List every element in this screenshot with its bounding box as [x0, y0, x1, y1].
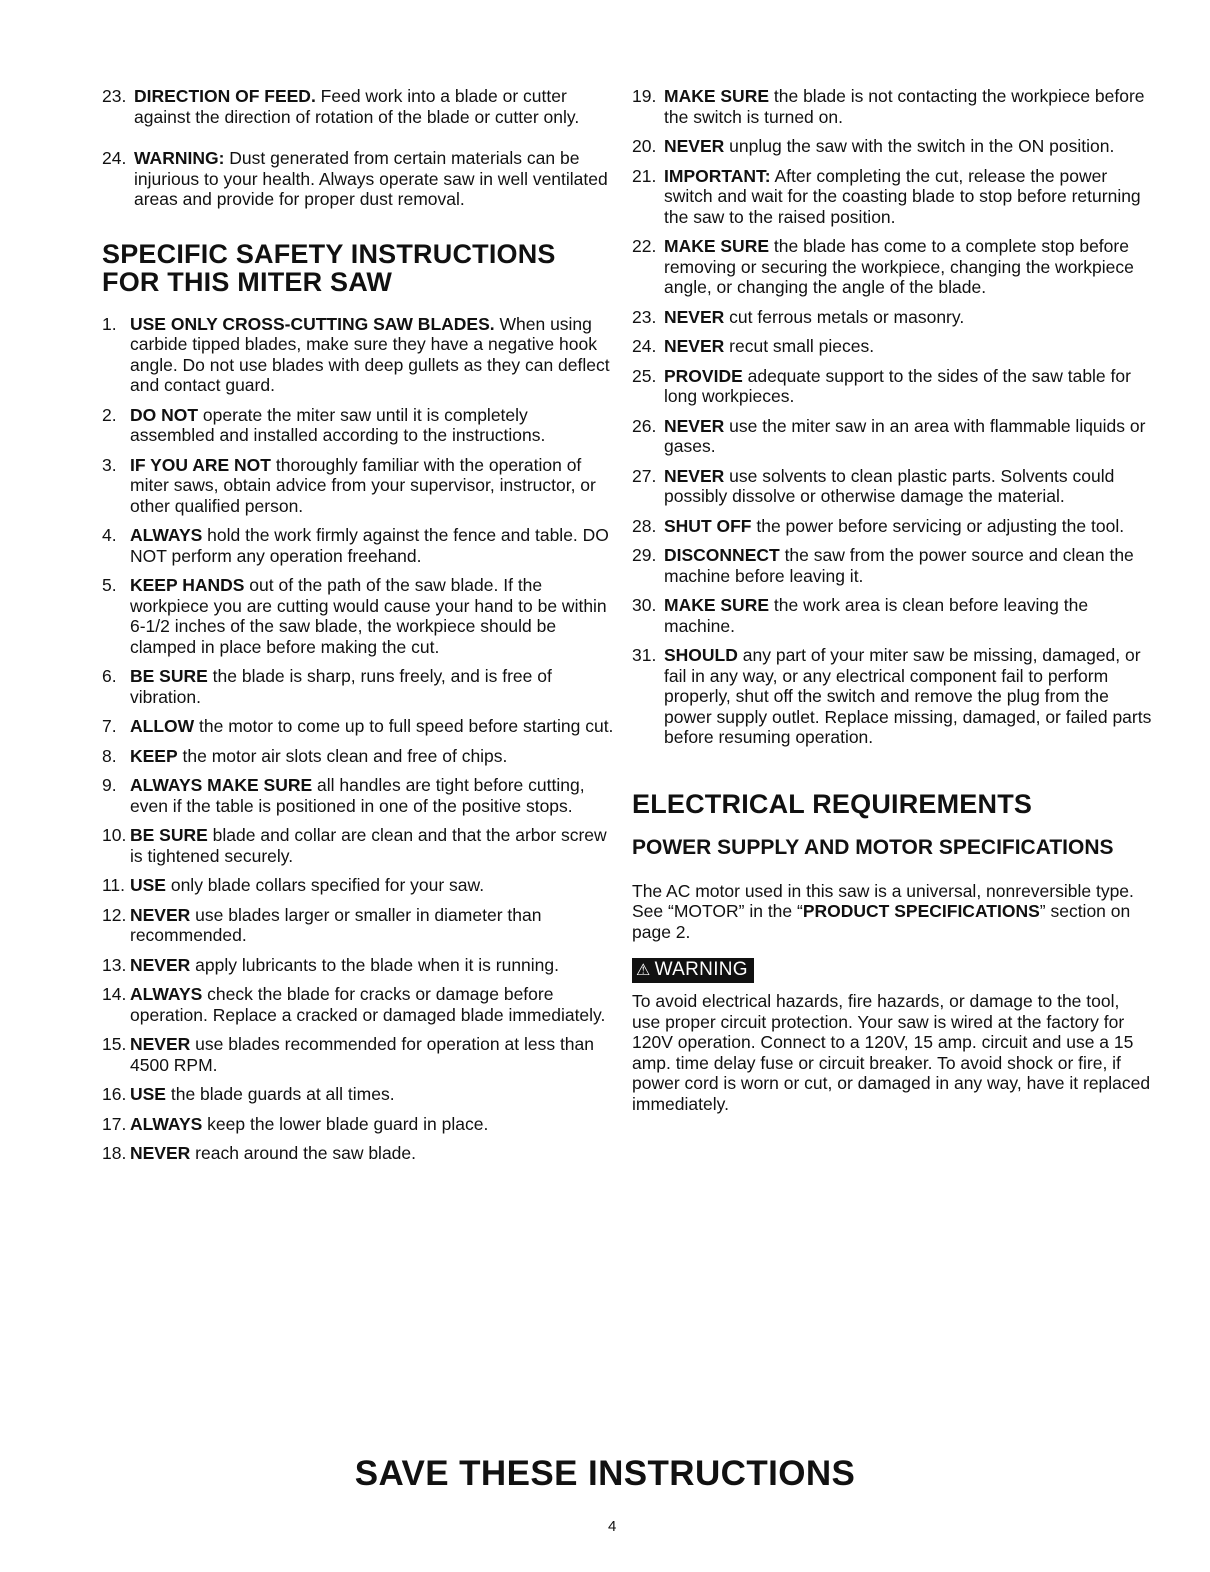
warning-paragraph: To avoid electrical hazards, fire hazards, or damage to the tool, use proper circuit protection. Your saw is wired at the factory for 120V operation. Connect to a 120V, 15 amp. circuit and use a 15 amp. time delay fuse or circuit breaker. To avoid shock or fire, if power cord is worn or cut, or damaged in any way, have it replaced immediately. [632, 991, 1151, 1114]
right-safety-item-8 [632, 416, 1152, 457]
left-top-item-2 [102, 148, 617, 210]
warning-label: WARNING [654, 959, 748, 980]
item-keyword: NEVER [664, 306, 725, 327]
specific-safety-item-16 [102, 1084, 617, 1105]
item-body: only blade collars specified for your saw. [165, 875, 485, 895]
item-number: 24. [102, 148, 127, 168]
item-keyword: USE [130, 875, 166, 895]
item-keyword: NEVER [130, 904, 191, 925]
item-keyword: PROVIDE [664, 365, 743, 386]
item-keyword: NEVER [130, 954, 191, 975]
item-text [130, 955, 617, 976]
right-safety-item-5 [632, 307, 1152, 328]
specific-safety-item-2 [102, 405, 617, 446]
item-body: apply lubricants to the blade when it is running. [190, 954, 559, 975]
item-keyword: ALWAYS [130, 1113, 203, 1134]
item-keyword: WARNING: [134, 148, 225, 168]
item-number: 30. [632, 595, 657, 615]
item-keyword: NEVER [130, 1034, 191, 1054]
item-keyword: NEVER [664, 336, 725, 356]
item-text [664, 86, 1152, 127]
item-text [130, 1084, 617, 1105]
item-body: reach around the saw blade. [190, 1143, 417, 1163]
item-number: 15. [102, 1034, 127, 1054]
item-keyword: BE SURE [130, 825, 208, 845]
item-keyword: NEVER [664, 136, 725, 156]
item-text [664, 545, 1152, 586]
item-body: the blade guards at all times. [165, 1084, 395, 1104]
specific-safety-item-9 [102, 775, 617, 816]
item-text [130, 525, 617, 566]
item-number: 7. [102, 716, 117, 736]
right-safety-item-12 [632, 595, 1152, 636]
right-safety-item-6 [632, 336, 1152, 357]
item-body: thoroughly familiar with the operation of miter saws, obtain advice from your supervisor, instructor, or other qualified person. [130, 454, 596, 516]
item-number: 8. [102, 745, 117, 766]
item-number: 27. [632, 465, 657, 486]
item-text [130, 984, 617, 1025]
item-keyword: ALWAYS MAKE SURE [130, 775, 313, 795]
item-body: out of the path of the saw blade. If the workpiece you are cutting would cause your hand to be within 6-1/2 inches of the saw blade, the workpiece should be clamped in place before making the cut. [130, 575, 607, 657]
specific-safety-list [102, 314, 617, 1164]
specific-safety-item-13 [102, 955, 617, 976]
item-number: 29. [632, 545, 657, 565]
item-keyword: DISCONNECT [664, 545, 780, 565]
specific-safety-item-3 [102, 455, 617, 517]
item-number: 19. [632, 86, 657, 106]
item-text [130, 775, 617, 816]
warning-triangle-icon: ⚠ [636, 962, 651, 979]
item-keyword: DO NOT [130, 404, 199, 425]
item-number: 10. [102, 825, 127, 845]
item-number: 12. [102, 904, 127, 925]
item-body: When using carbide tipped blades, make sure they have a negative hook angle. Do not use blades with deep gullets as they can deflect and contact guard. [130, 313, 610, 395]
item-body: After completing the cut, release the power switch and wait for the coasting blade to stop before returning the saw to the raised position. [664, 165, 1141, 227]
left-top-list [102, 86, 617, 210]
item-body: use solvents to clean plastic parts. Solvents could possibly dissolve or otherwise damage the material. [664, 465, 1115, 506]
item-text [664, 466, 1152, 507]
page-number: 4 [608, 1518, 617, 1535]
item-keyword: ALWAYS [130, 984, 203, 1004]
specific-safety-item-4 [102, 525, 617, 566]
item-number: 28. [632, 515, 657, 536]
motor-paragraph [632, 881, 1152, 943]
item-text [134, 148, 617, 210]
specific-safety-item-10 [102, 825, 617, 866]
item-number: 6. [102, 666, 117, 686]
motor-key: PRODUCT SPECIFICATIONS [802, 901, 1040, 921]
item-body: the blade is not contacting the workpiece before the switch is turned on. [664, 86, 1145, 127]
item-text [130, 405, 617, 446]
item-text [664, 336, 1152, 357]
left-top-item-1 [102, 86, 617, 127]
item-body: use blades larger or smaller in diameter than recommended. [130, 904, 542, 945]
item-body: adequate support to the sides of the saw table for long workpieces. [664, 365, 1131, 406]
item-keyword: NEVER [664, 465, 725, 486]
item-body: any part of your miter saw be missing, damaged, or fail in any way, or any electrical component fail to perform properly, shut off the switch and remove the plug from the power supply outlet. Replace missing, damaged, or failed parts before resuming operation. [664, 645, 1152, 747]
item-number: 5. [102, 575, 117, 595]
item-body: the motor air slots clean and free of chips. [177, 745, 508, 766]
item-keyword: MAKE SURE [664, 236, 770, 256]
right-safety-list [632, 86, 1152, 748]
item-body: unplug the saw with the switch in the ON position. [724, 136, 1115, 156]
item-text [664, 166, 1152, 228]
item-text [664, 595, 1152, 636]
item-body: Dust generated from certain materials can be injurious to your health. Always operate saw in well ventilated areas and provide for proper dust removal. [134, 148, 608, 209]
item-number: 23. [632, 306, 657, 327]
item-number: 20. [632, 136, 657, 156]
item-text [130, 455, 617, 517]
item-text [130, 905, 617, 946]
item-number: 24. [632, 336, 657, 356]
specific-safety-item-7 [102, 716, 617, 737]
item-text [664, 236, 1152, 298]
item-body: the saw from the power source and clean the machine before leaving it. [664, 545, 1134, 586]
item-body: cut ferrous metals or masonry. [724, 306, 965, 327]
item-keyword: USE [130, 1084, 166, 1104]
item-text [664, 516, 1152, 537]
item-text [130, 825, 617, 866]
item-body: the work area is clean before leaving the machine. [664, 595, 1089, 636]
item-text [664, 307, 1152, 328]
item-text [130, 746, 617, 767]
item-keyword: SHUT OFF [664, 515, 752, 536]
item-number: 21. [632, 165, 657, 186]
item-text [130, 1143, 617, 1164]
item-number: 13. [102, 954, 127, 975]
item-body: all handles are tight before cutting, even if the table is positioned in one of the positive stops. [130, 775, 585, 816]
right-safety-item-13 [632, 645, 1152, 748]
specific-safety-item-6 [102, 666, 617, 707]
specific-safety-item-11 [102, 875, 617, 896]
item-body: use the miter saw in an area with flammable liquids or gases. [664, 415, 1146, 456]
item-keyword: ALLOW [130, 716, 195, 736]
specific-safety-item-18 [102, 1143, 617, 1164]
save-instructions-title: SAVE THESE INSTRUCTIONS [354, 1454, 856, 1493]
item-number: 18. [102, 1143, 127, 1163]
item-keyword: USE ONLY CROSS-CUTTING SAW BLADES. [130, 313, 495, 334]
power-supply-heading: POWER SUPPLY AND MOTOR SPECIFICATIONS [632, 835, 1114, 859]
specific-safety-item-14 [102, 984, 617, 1025]
item-keyword: ALWAYS [130, 525, 203, 545]
right-column [632, 86, 1152, 1126]
item-text [130, 666, 617, 707]
item-number: 23. [102, 86, 127, 106]
item-keyword: IF YOU ARE NOT [130, 454, 271, 475]
specific-safety-item-5 [102, 575, 617, 657]
item-body: use blades recommended for operation at less than 4500 RPM. [130, 1034, 595, 1075]
specific-safety-item-8 [102, 746, 617, 767]
item-text [130, 314, 617, 396]
item-number: 9. [102, 775, 117, 795]
item-text [130, 575, 617, 657]
item-body: the motor to come up to full speed before starting cut. [194, 716, 614, 736]
item-keyword: MAKE SURE [664, 86, 770, 106]
item-number: 4. [102, 525, 117, 545]
item-number: 17. [102, 1113, 127, 1134]
item-body: the blade is sharp, runs freely, and is free of vibration. [130, 666, 552, 707]
right-safety-item-10 [632, 516, 1152, 537]
item-number: 1. [102, 313, 117, 334]
specific-safety-item-1 [102, 314, 617, 396]
motor-text-1: The AC motor used in this saw is a universal, nonreversible type. See “MOTOR” in the “ [632, 880, 1134, 921]
item-keyword: SHOULD [664, 645, 738, 665]
right-safety-item-1 [632, 86, 1152, 127]
item-text [130, 1034, 617, 1075]
item-number: 11. [102, 875, 126, 895]
item-body: blade and collar are clean and that the arbor screw is tightened securely. [130, 825, 607, 866]
right-safety-item-7 [632, 366, 1152, 407]
item-keyword: KEEP HANDS [130, 575, 245, 595]
item-number: 16. [102, 1084, 127, 1104]
item-body: keep the lower blade guard in place. [202, 1113, 489, 1134]
item-keyword: NEVER [664, 415, 725, 436]
item-number: 22. [632, 236, 657, 256]
item-keyword: NEVER [130, 1143, 191, 1163]
item-number: 26. [632, 415, 657, 436]
item-number: 14. [102, 984, 127, 1004]
item-number: 3. [102, 454, 117, 475]
left-column [102, 86, 617, 1173]
right-safety-item-2 [632, 136, 1152, 157]
item-body: operate the miter saw until it is completely assembled and installed according to the instructions. [130, 404, 546, 445]
item-number: 25. [632, 365, 657, 386]
item-body: hold the work firmly against the fence and table. DO NOT perform any operation freehand. [130, 525, 609, 566]
item-text [664, 366, 1152, 407]
item-body: recut small pieces. [724, 336, 875, 356]
warning-badge [632, 958, 754, 983]
item-number: 31. [632, 645, 657, 665]
specific-safety-heading: SPECIFIC SAFETY INSTRUCTIONS FOR THIS MITER SAW [102, 238, 556, 297]
item-keyword: KEEP [130, 745, 178, 766]
motor-text-2: ” section on page 2. [632, 901, 1131, 942]
item-body: check the blade for cracks or damage before operation. Replace a cracked or damaged blade immediately. [130, 984, 606, 1025]
specific-safety-item-12 [102, 905, 617, 946]
item-keyword: BE SURE [130, 666, 208, 686]
item-text [664, 645, 1152, 748]
right-safety-item-4 [632, 236, 1152, 298]
item-text [130, 875, 617, 896]
item-keyword: IMPORTANT: [664, 165, 771, 186]
electrical-requirements-heading: ELECTRICAL REQUIREMENTS [632, 788, 1033, 819]
item-body: Feed work into a blade or cutter against the direction of rotation of the blade or cutter only. [134, 86, 580, 127]
right-safety-item-3 [632, 166, 1152, 228]
right-safety-item-9 [632, 466, 1152, 507]
specific-safety-item-15 [102, 1034, 617, 1075]
right-safety-item-11 [632, 545, 1152, 586]
item-keyword: DIRECTION OF FEED. [134, 86, 316, 106]
item-body: the blade has come to a complete stop before removing or securing the workpiece, changing the workpiece angle, or changing the angle of the blade. [664, 236, 1134, 297]
item-text [664, 416, 1152, 457]
item-number: 2. [102, 404, 117, 425]
item-body: the power before servicing or adjusting the tool. [751, 515, 1125, 536]
item-text [134, 86, 617, 127]
item-text [664, 136, 1152, 157]
item-text [130, 1114, 617, 1135]
item-keyword: MAKE SURE [664, 595, 770, 615]
specific-safety-item-17 [102, 1114, 617, 1135]
item-text [130, 716, 617, 737]
